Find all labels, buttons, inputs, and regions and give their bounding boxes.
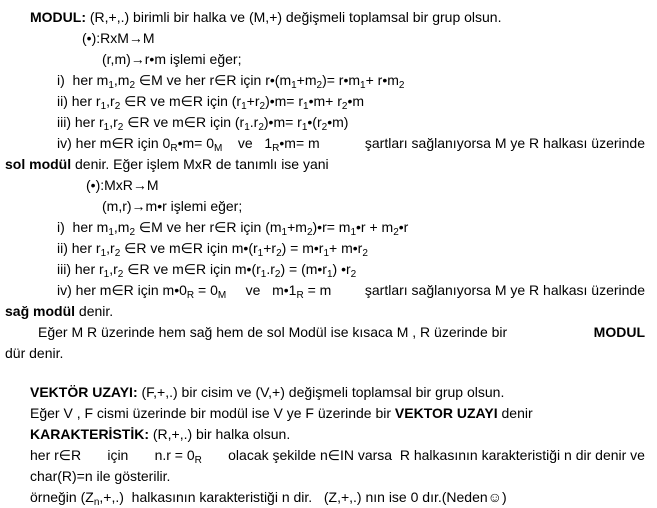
sag-modul-term: sağ modül bbox=[5, 303, 76, 319]
sag-axiom-2: ii) her $r_1,r_2$ ∈R ve m∈R için $m•(r_1+r_2)$ = $m•r_1+$ $m•r_2$ bbox=[57, 240, 368, 259]
modul-intro-text: (R,+,.) birimli bir halka ve (M,+) değişmeli toplamsal bir grup olsun. bbox=[89, 9, 502, 25]
sol-axiom-3: iii) her $r_1,r_2$ ∈R ve m∈R için $(r_1.r_2)•m=$ $r_1•(r_2•m)$ bbox=[57, 114, 349, 133]
karakteristik-intro-text: (R,+,.) bir halka olsun. bbox=[152, 426, 291, 442]
karakteristik-definition: her r∈R için $n.r = 0_R$ olacak şekilde n∈IN varsa R halkasının karakteristiği n dir denir ve bbox=[30, 447, 645, 466]
vektor-condition-line bbox=[30, 405, 657, 422]
modul-operation-map-right: (m,r)→m•r işlemi eğer; bbox=[102, 198, 243, 214]
modul-summary-line bbox=[38, 324, 645, 341]
sol-axiom-2: ii) her $r_1,r_2$ ∈R ve m∈R için $(r_1+r_2)•m=$ $r_1•m+$ $r_2•m$ bbox=[57, 93, 365, 112]
modul-operation-right: (•):MxR→M bbox=[86, 177, 159, 193]
karakteristik-notation: char(R)=n ile gösterilir. bbox=[30, 468, 171, 484]
modul-heading: MODUL: bbox=[30, 9, 86, 25]
sag-modul-conclusion-text: denir. bbox=[78, 303, 114, 319]
modul-operation-left: (•):RxM→M bbox=[82, 30, 155, 46]
vektor-definition-line bbox=[30, 384, 657, 401]
sag-axiom-1: i) her $m_1,m_2$ ∈M ve her r∈R için $(m_1+m_2)•r=$ $m_1•r$ + $m_2•r$ bbox=[57, 219, 409, 238]
karakteristik-heading: KARAKTERİSTİK: bbox=[30, 426, 149, 442]
sol-modul-term: sol modül bbox=[5, 156, 72, 172]
sol-modul-conclusion bbox=[5, 156, 657, 173]
modul-summary-term: MODUL bbox=[593, 324, 645, 340]
vektor-term: VEKTOR UZAYI bbox=[394, 405, 498, 421]
sol-axiom-1: i) her $m_1,m_2$ ∈M ve her r∈R için $r•(m_1+m_2)=$ $r•m_1+$ $r•m_2$ bbox=[57, 72, 405, 91]
modul-definition-line bbox=[30, 9, 650, 26]
vektor-condition-end: denir bbox=[501, 405, 533, 421]
sag-axiom-3: iii) her $r_1,r_2$ ∈R ve m∈R için $m•(r_1.r_2)$ = $(m•r_1)$ $•r_2$ bbox=[57, 261, 357, 280]
vektor-heading: VEKTÖR UZAYI: bbox=[30, 384, 138, 400]
sag-modul-conclusion bbox=[5, 303, 657, 320]
vektor-intro-text: (F,+,.) bir cisim ve (V,+) değişmeli toplamsal bir grup olsun. bbox=[141, 384, 505, 400]
sol-modul-conclusion-text: denir. Eğer işlem MxR de tanımlı ise yani bbox=[75, 156, 329, 172]
karakteristik-line bbox=[30, 426, 657, 443]
modul-operation-map-left: (r,m)→r•m işlemi eğer; bbox=[102, 51, 242, 67]
modul-summary-text: Eğer M R üzerinde hem sağ hem de sol Modül ise kısaca M , R üzerinde bir bbox=[38, 324, 508, 340]
sag-axiom-4: iv) her m∈R için $m•0_R = 0_M$ ve $m•1_R = m$ şartları sağlanıyorsa M ye R halkası üzerinde bbox=[57, 282, 645, 301]
sol-axiom-4: iv) her m∈R için $0_R•m= 0_M$ ve $1_R•m= m$ şartları sağlanıyorsa M ye R halkası üzerinde bbox=[57, 135, 645, 154]
vektor-condition-text: Eğer V , F cismi üzerinde bir modül ise V ye F üzerinde bir bbox=[30, 405, 392, 421]
karakteristik-example: örneğin $(Z_n,+,.)$ halkasının karakteristiği n dir. (Z,+,.) nın ise 0 dır.(Neden☺) bbox=[30, 489, 507, 508]
modul-summary-end: dür denir. bbox=[5, 345, 64, 361]
